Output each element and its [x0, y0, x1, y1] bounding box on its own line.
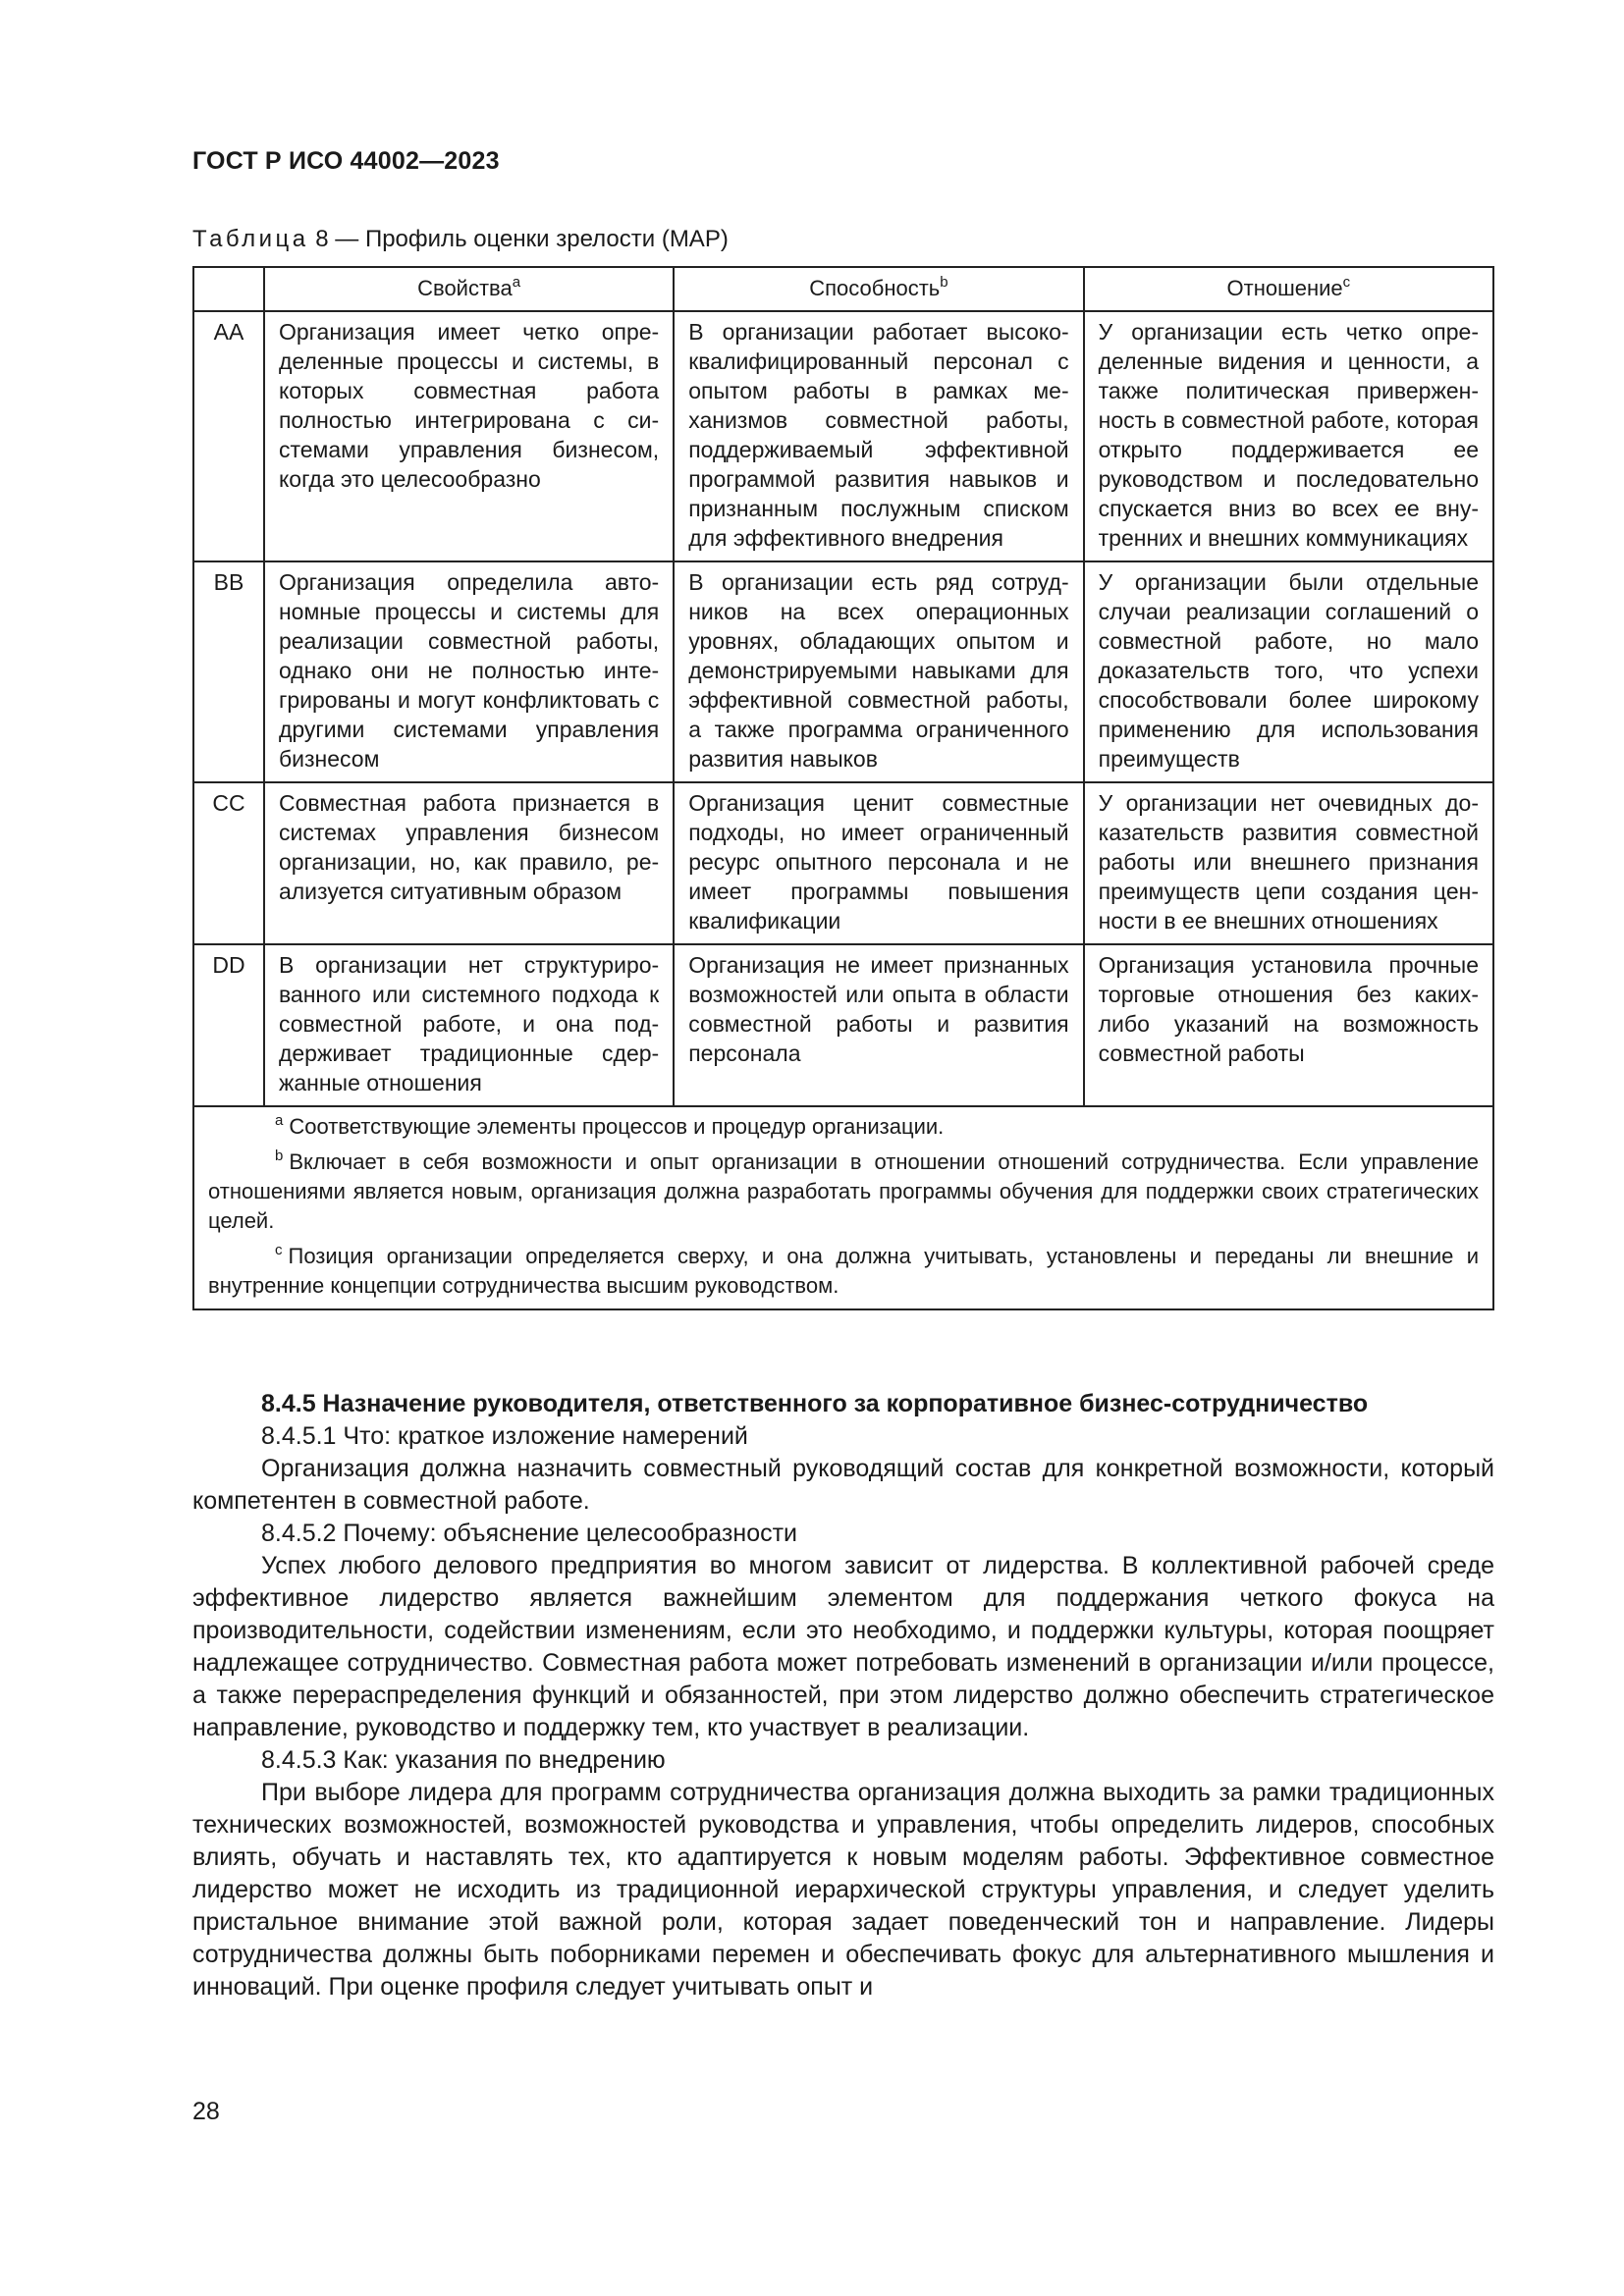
cell-capability: В организации работает высококвалифицированный персонал с опытом работы в рамках механизмов совместной работы, поддерживаемый эффективной программой развития навыков и признанным послужным списком для эффективного внедрения	[674, 311, 1083, 561]
row-code: CC	[193, 782, 264, 944]
header-attitude: Отношение$^c$	[1084, 267, 1493, 311]
header-capability: Способность$^b$	[674, 267, 1083, 311]
footnote-a: $^a$ Соответствующие элементы процессов и процедур организации.	[275, 1112, 945, 1139]
cell-attitude: У организации есть четко определенные видения и ценности, а также политическая приверженность в совместной работе, которая открыто поддерживается ее руководством и последовательно спускается вниз во всех ее внутренних и внешних коммуникациях	[1084, 311, 1493, 561]
document-header: ГОСТ Р ИСО 44002—2023	[192, 147, 500, 175]
table-header-row	[193, 267, 1493, 311]
header-properties: Свойства$^a$	[264, 267, 674, 311]
subsection-how-title: 8.4.5.3 Как: указания по внедрению	[261, 1746, 666, 1774]
cell-properties: Организация определила автономные процессы и системы для реализации совместной работы, однако они не полностью интегрированы и могут конфликтовать с другими системами управления бизнесом	[264, 561, 674, 782]
row-code: AA	[193, 311, 264, 561]
cell-properties: В организации нет структурированного или системного подхода к совместной работе, и она поддерживает традиционные сдержанные отношения	[264, 944, 674, 1106]
subsection-what-title: 8.4.5.1 Что: краткое изложение намерений	[261, 1422, 748, 1450]
table-caption-title: 8 — Профиль оценки зрелости (MAP)	[308, 226, 729, 252]
subsection-why-title: 8.4.5.2 Почему: объяснение целесообразности	[261, 1520, 798, 1547]
row-code: BB	[193, 561, 264, 782]
maturity-profile-table	[192, 266, 1494, 1310]
header-corner	[193, 267, 264, 311]
cell-properties: Организация имеет четко определенные процессы и системы, в которых совместная работа полностью интегрирована с системами управления бизнесом, когда это целесообразно	[264, 311, 674, 561]
subsection-why-text: Успех любого делового предприятия во многом зависит от лидерства. В коллективной рабочей среде эффективное лидерство является важнейшим элементом для поддержания четкого фокуса на производительности, содействии изменениям, если это необходимо, и поддержки культуры, которая поощряет надлежащее сотрудничество. Совместная работа может потребовать изменений в организации и/или процессе, а также перераспределения функций и обязанностей, при этом лидерство должно обеспечить стратегическое направление, руководство и поддержку тем, кто участвует в реализации.	[192, 1552, 1494, 1741]
section-heading: 8.4.5 Назначение руководителя, ответственного за корпоративное бизнес-сотрудничество	[261, 1390, 1369, 1417]
cell-capability: В организации есть ряд сотрудников на всех операционных уровнях, обладающих опытом и демонстрируемыми навыками для эффективной совместной работы, а также программа ограниченного развития навыков	[674, 561, 1083, 782]
row-code: DD	[193, 944, 264, 1106]
footnote-c: $^c$ Позиция организации определяется сверху, и она должна учитывать, установлены и переданы ли внешние и внутренние концепции сотрудничества высшим руководством.	[208, 1242, 1479, 1298]
table-row	[193, 311, 1493, 561]
table-caption	[192, 226, 729, 253]
table-row	[193, 782, 1493, 944]
table-row	[193, 561, 1493, 782]
page-number: 28	[192, 2098, 220, 2125]
table-row	[193, 944, 1493, 1106]
cell-capability: Организация не имеет признанных возможностей или опыта в области совместной работы и развития персонала	[674, 944, 1083, 1106]
cell-attitude: Организация установила прочные торговые отношения без каких-либо указаний на возможность совместной работы	[1084, 944, 1493, 1106]
cell-attitude: У организации были отдельные случаи реализации соглашений о совместной работе, но мало доказательств того, что успехи способствовали более широкому применению для использования преимуществ	[1084, 561, 1493, 782]
subsection-how-text: При выборе лидера для программ сотрудничества организация должна выходить за рамки традиционных технических возможностей, возможностей руководства и управления, чтобы определить лидеров, способных влиять, обучать и наставлять тех, кто адаптируется к новым моделям работы. Эффективное совместное лидерство может не исходить из традиционной иерархической структуры управления, и следует уделить пристальное внимание этой важной роли, которая задает поведенческий тон и направление. Лидеры сотрудничества должны быть поборниками перемен и обеспечивать фокус для альтернативного мышления и инноваций. При оценке профиля следует учитывать опыт и	[192, 1779, 1494, 2001]
footnote-b: $^b$ Включает в себя возможности и опыт организации в отношении отношений сотрудничества. Если управление отношениями является новым, организация должна разработать программы обучения для поддержки своих стратегических целей.	[208, 1148, 1479, 1233]
table-footnotes	[193, 1106, 1493, 1309]
cell-capability: Организация ценит совместные подходы, но имеет ограниченный ресурс опытного персонала и не имеет программы повышения квалификации	[674, 782, 1083, 944]
subsection-what-text: Организация должна назначить совместный руководящий состав для конкретной возможности, который компетентен в совместной работе.	[192, 1455, 1494, 1515]
cell-properties: Совместная работа признается в системах управления бизнесом организации, но, как правило, реализуется ситуативным образом	[264, 782, 674, 944]
table-caption-prefix: Таблица	[192, 226, 309, 252]
table-footnotes-row	[193, 1106, 1493, 1309]
cell-attitude: У организации нет очевидных доказательств развития совместной работы или внешнего признания преимуществ цепи создания ценности в ее внешних отношениях	[1084, 782, 1493, 944]
section-body	[192, 1388, 1494, 2003]
